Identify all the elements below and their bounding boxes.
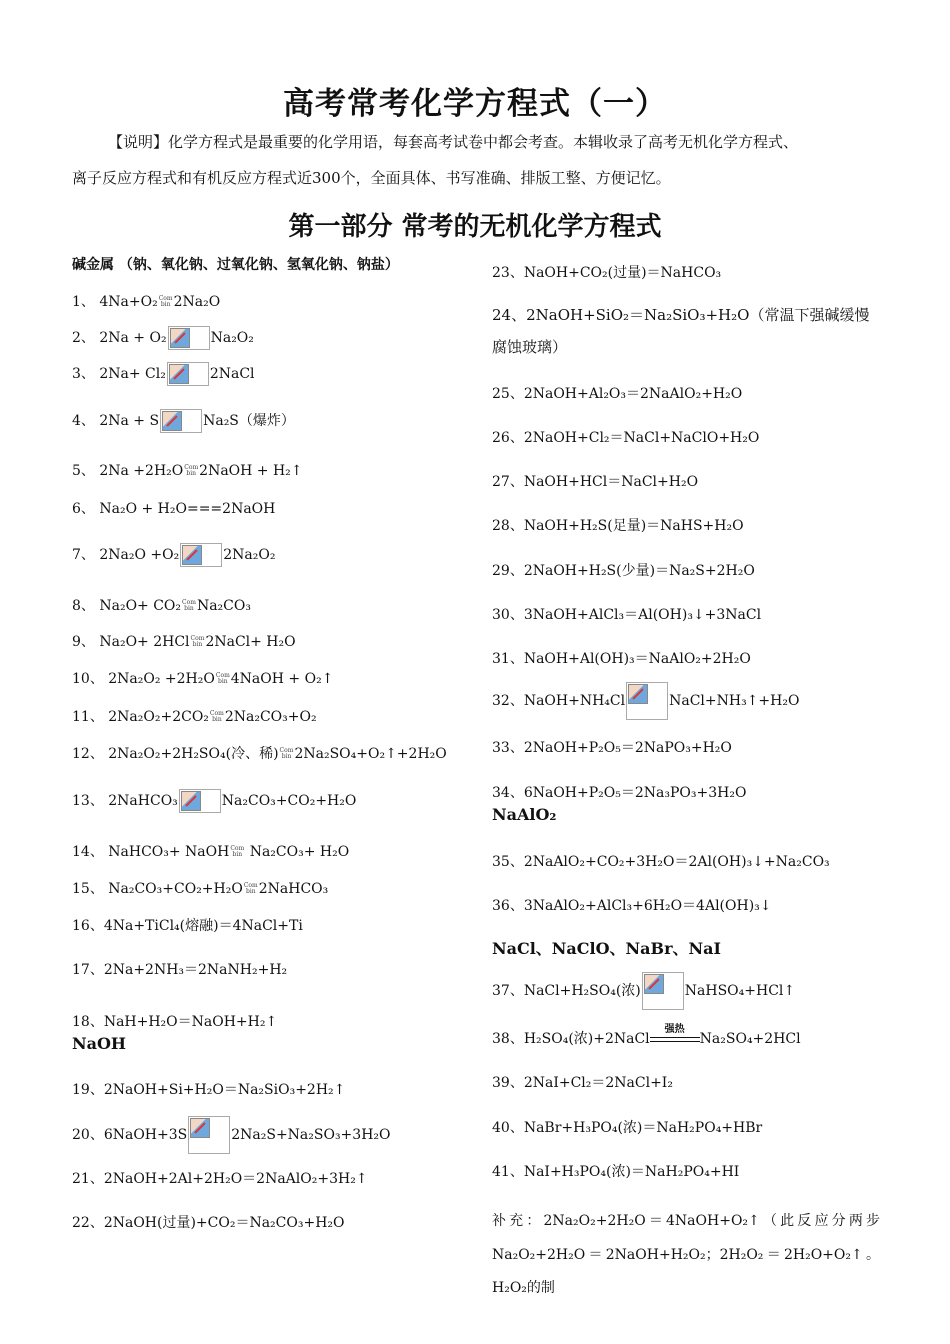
intro-line-2: 离子反应方程式和有机反应方程式近300个，全面具体、书写准确、排版工整、方便记忆。 xyxy=(72,169,671,187)
equation-36: 36、3NaAlO₂+AlCl₃+6H₂O＝4Al(OH)₃↓ xyxy=(492,898,772,914)
equation-31: 31、NaOH+Al(OH)₃＝NaAlO₂+2H₂O xyxy=(492,651,751,667)
equation-28: 28、NaOH+H₂S(足量)＝NaHS+H₂O xyxy=(492,518,744,534)
equation-1: 1、 4Na+O₂Com bin 2Na₂O xyxy=(72,294,221,310)
page-title: 高考常考化学方程式（一） xyxy=(283,86,667,122)
equation-17: 17、2Na+2NH₃＝2NaNH₂+H₂ xyxy=(72,962,288,978)
equation-9: 9、 Na₂O+ 2HClCom bin 2NaCl+ H₂O xyxy=(72,634,296,650)
condition-mark: Com bin xyxy=(182,599,196,612)
equation-39: 39、2NaI+Cl₂＝2NaCl+I₂ xyxy=(492,1075,673,1091)
intro-paragraph xyxy=(72,124,882,196)
broken-image-icon xyxy=(168,326,210,350)
heading-alkali-metals: 碱金属 （钠、氧化钠、过氧化钠、氢氧化钠、钠盐） xyxy=(72,257,399,273)
equation-21: 21、2NaOH+2Al+2H₂O＝2NaAlO₂+3H₂↑ xyxy=(72,1171,368,1187)
broken-image-icon xyxy=(642,972,684,1010)
section-title: 第一部分 常考的无机化学方程式 xyxy=(288,212,662,242)
broken-image-icon xyxy=(167,362,209,386)
equation-41: 41、NaI+H₃PO₄(浓)＝NaH₂PO₄+HI xyxy=(492,1164,740,1180)
equation-6: 6、 Na₂O + H₂O===2NaOH xyxy=(72,501,276,517)
condition-mark: Com bin xyxy=(215,672,230,685)
equation-27: 27、NaOH+HCl＝NaCl+H₂O xyxy=(492,474,699,490)
broken-image-icon xyxy=(179,789,221,813)
heading-naalo2: NaAlO₂ xyxy=(492,805,557,824)
equation-26: 26、2NaOH+Cl₂＝NaCl+NaClO+H₂O xyxy=(492,430,760,446)
condition-mark: Com bin xyxy=(279,747,294,760)
broken-image-icon xyxy=(188,1116,230,1154)
equation-7: 7、 2Na₂O +O₂ 2Na₂O₂ xyxy=(72,543,275,567)
equation-13: 13、 2NaHCO₃ Na₂CO₃+CO₂+H₂O xyxy=(72,789,356,813)
equation-22: 22、2NaOH(过量)+CO₂＝Na₂CO₃+H₂O xyxy=(72,1215,345,1231)
heading-naoh: NaOH xyxy=(72,1034,127,1053)
equation-16: 16、4Na+TiCl₄(熔融)＝4NaCl+Ti xyxy=(72,918,303,934)
equation-37: 37、NaCl+H₂SO₄(浓) NaHSO₄+HCl↑ xyxy=(492,972,795,1010)
equation-35: 35、2NaAlO₂+CO₂+3H₂O＝2Al(OH)₃↓+Na₂CO₃ xyxy=(492,854,830,870)
equation-34: 34、6NaOH+P₂O₅＝2Na₃PO₃+3H₂O xyxy=(492,785,747,801)
condition-mark: Com bin xyxy=(243,882,258,895)
condition-mark: Com bin xyxy=(230,845,245,858)
equation-24: 24、2NaOH+SiO₂＝Na₂SiO₃+H₂O（常温下强碱缓慢腐蚀玻璃） xyxy=(492,306,870,356)
equation-32: 32、NaOH+NH₄Cl NaCl+NH₃↑+H₂O xyxy=(492,682,799,720)
equation-4: 4、 2Na + S Na₂S（爆炸） xyxy=(72,409,295,433)
equation-18: 18、NaH+H₂O＝NaOH+H₂↑ xyxy=(72,1014,278,1030)
equation-33: 33、2NaOH+P₂O₅＝2NaPO₃+H₂O xyxy=(492,740,732,756)
equation-8: 8、 Na₂O+ CO₂Com bin Na₂CO₃ xyxy=(72,598,251,614)
equation-5: 5、 2Na +2H₂OCom bin 2NaOH + H₂↑ xyxy=(72,463,303,479)
equation-20: 20、6NaOH+3S 2Na₂S+Na₂SO₃+3H₂O xyxy=(72,1116,391,1154)
equation-38: 38、H₂SO₄(浓)+2NaCl 强热 Na₂SO₄+2HCl xyxy=(492,1024,801,1047)
condition-mark: Com bin xyxy=(158,295,173,308)
equation-29: 29、2NaOH+H₂S(少量)＝Na₂S+2H₂O xyxy=(492,563,755,579)
equation-12: 12、 2Na₂O₂+2H₂SO₄(冷、稀)Com bin 2Na₂SO₄+O₂↑+2H₂O xyxy=(72,746,447,762)
supplement-note: 补充：2Na₂O₂+2H₂O＝4NaOH+O₂↑（此反应分两步Na₂O₂+2H₂O＝2NaOH+H₂O₂；2H₂O₂＝2H₂O+O₂↑。H₂O₂的制 xyxy=(492,1213,880,1297)
heat-condition-arrow: 强热 xyxy=(650,1030,700,1048)
equation-23: 23、NaOH+CO₂(过量)＝NaHCO₃ xyxy=(492,265,722,281)
equation-10: 10、 2Na₂O₂ +2H₂OCom bin 4NaOH + O₂↑ xyxy=(72,671,334,687)
condition-mark: Com bin xyxy=(209,710,224,723)
broken-image-icon xyxy=(180,543,222,567)
condition-mark: Com bin xyxy=(184,464,199,477)
broken-image-icon xyxy=(160,409,202,433)
equation-3: 3、 2Na+ Cl₂ 2NaCl xyxy=(72,362,255,386)
heading-nacl-group: NaCl、NaClO、NaBr、NaI xyxy=(492,939,721,958)
equation-30: 30、3NaOH+AlCl₃＝Al(OH)₃↓+3NaCl xyxy=(492,607,762,623)
equation-25: 25、2NaOH+Al₂O₃＝2NaAlO₂+H₂O xyxy=(492,386,743,402)
equation-19: 19、2NaOH+Si+H₂O＝Na₂SiO₃+2H₂↑ xyxy=(72,1082,346,1098)
equation-11: 11、 2Na₂O₂+2CO₂Com bin 2Na₂CO₃+O₂ xyxy=(72,709,317,725)
equation-2: 2、 2Na + O₂ Na₂O₂ xyxy=(72,326,254,350)
condition-mark: Com bin xyxy=(190,635,205,648)
equation-40: 40、NaBr+H₃PO₄(浓)＝NaH₂PO₄+HBr xyxy=(492,1120,763,1136)
broken-image-icon xyxy=(626,682,668,720)
equation-14: 14、 NaHCO₃+ NaOHCom bin Na₂CO₃+ H₂O xyxy=(72,844,350,860)
intro-line-1: 【说明】化学方程式是最重要的化学用语，每套高考试卷中都会考查。本辑收录了高考无机化学方程式、 xyxy=(108,133,799,151)
equation-15: 15、 Na₂CO₃+CO₂+H₂OCom bin 2NaHCO₃ xyxy=(72,881,329,897)
